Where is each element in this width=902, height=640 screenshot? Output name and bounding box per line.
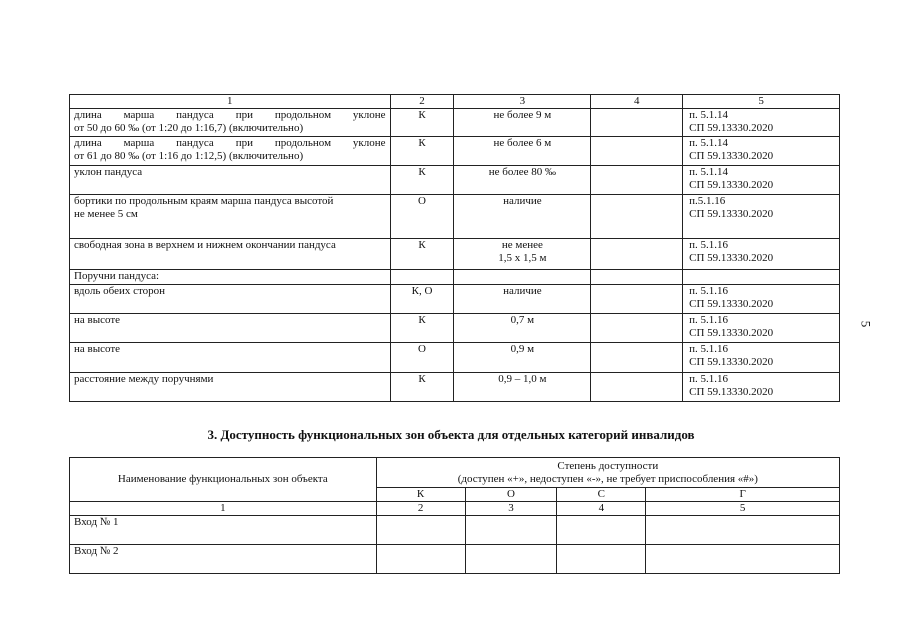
regulation-reference [683, 314, 840, 343]
requirement-value-line: 0,9 м [510, 343, 535, 355]
actual-value [591, 373, 683, 402]
actual-value [591, 109, 683, 137]
column-number-row [70, 502, 840, 516]
requirement-value-line: наличие [503, 195, 542, 207]
table-row [70, 195, 840, 239]
table-row [70, 270, 840, 285]
actual-value [591, 285, 683, 314]
requirement-name [70, 195, 391, 239]
disability-category: К [390, 166, 454, 195]
column-number: 4 [557, 502, 646, 516]
regulation-reference [683, 137, 840, 166]
column-number: 1 [70, 95, 391, 109]
requirement-name-line: от 50 до 60 ‰ (от 1:20 до 1:16,7) (включительно) [74, 122, 304, 134]
regulation-reference [683, 109, 840, 137]
column-number: 3 [465, 502, 557, 516]
table-row [70, 343, 840, 373]
requirement-name-line: Поручни пандуса: [74, 270, 160, 282]
requirement-name [70, 109, 391, 137]
requirement-value [454, 137, 591, 166]
requirement-name-line: вдоль обеих сторон [74, 285, 166, 297]
table-row [70, 109, 840, 137]
reference-code: СП 59.13330.2020 [689, 356, 774, 368]
requirement-value [454, 270, 591, 285]
requirement-value-line: 0,9 – 1,0 м [498, 373, 547, 385]
requirement-name [70, 166, 391, 195]
reference-code: СП 59.13330.2020 [689, 122, 774, 134]
requirement-value [454, 343, 591, 373]
requirement-name [70, 285, 391, 314]
disability-category: К [390, 314, 454, 343]
category-s: С [557, 488, 646, 502]
reference-code: СП 59.13330.2020 [689, 386, 774, 398]
disability-category: О [390, 195, 454, 239]
requirement-value-line: не более 9 м [493, 109, 552, 121]
reference-clause: п. 5.1.14 [689, 109, 729, 121]
requirement-name-line: расстояние между поручнями [74, 373, 214, 385]
value-g [646, 545, 840, 574]
column-number: 4 [591, 95, 683, 109]
requirement-value [454, 109, 591, 137]
degree-header-line: Степень доступности [557, 459, 659, 472]
requirement-name [70, 343, 391, 373]
reference-clause: п. 5.1.16 [689, 343, 729, 355]
disability-category: К [390, 239, 454, 270]
value-g [646, 516, 840, 545]
requirement-value-line: наличие [503, 285, 542, 297]
actual-value [591, 137, 683, 166]
reference-clause: п. 5.1.16 [689, 373, 729, 385]
reference-code: СП 59.13330.2020 [689, 150, 774, 162]
page-number: 5 [858, 320, 874, 328]
reference-code: СП 59.13330.2020 [689, 327, 774, 339]
requirement-name [70, 239, 391, 270]
category-g: Г [646, 488, 840, 502]
disability-category: К [390, 109, 454, 137]
table-row [70, 239, 840, 270]
requirement-value [454, 166, 591, 195]
column-number: 2 [376, 502, 465, 516]
table-row [70, 516, 840, 545]
actual-value [591, 166, 683, 195]
reference-code: СП 59.13330.2020 [689, 208, 774, 220]
column-number: 3 [454, 95, 591, 109]
column-number: 2 [390, 95, 454, 109]
regulation-reference [683, 373, 840, 402]
disability-category: К [390, 137, 454, 166]
disability-category: О [390, 343, 454, 373]
requirement-name-line: от 61 до 80 ‰ (от 1:16 до 1:12,5) (включительно) [74, 150, 304, 162]
reference-code: СП 59.13330.2020 [689, 179, 774, 191]
requirement-name [70, 270, 391, 285]
regulation-reference [683, 285, 840, 314]
accessibility-degree-header [376, 458, 839, 488]
requirement-value [454, 285, 591, 314]
value-s [557, 516, 646, 545]
requirement-name-line: не менее 5 см [74, 208, 138, 220]
value-k [376, 545, 465, 574]
requirement-value-line: не более 6 м [493, 137, 552, 149]
column-number: 5 [683, 95, 840, 109]
actual-value [591, 343, 683, 373]
column-number: 5 [646, 502, 840, 516]
ramp-requirements-table [69, 94, 840, 402]
table-row [70, 166, 840, 195]
accessibility-zones-table [69, 457, 840, 574]
regulation-reference [683, 343, 840, 373]
requirement-name [70, 373, 391, 402]
requirement-value [454, 195, 591, 239]
regulation-reference [683, 195, 840, 239]
requirement-name [70, 314, 391, 343]
requirement-value-line: 0,7 м [510, 314, 535, 326]
section-title: 3. Доступность функциональных зон объекта для отдельных категорий инвалидов [207, 427, 695, 442]
category-o: О [465, 488, 557, 502]
reference-clause: п. 5.1.16 [689, 314, 729, 326]
reference-code: СП 59.13330.2020 [689, 298, 774, 310]
degree-header-legend: (доступен «+», недоступен «-», не требует приспособления «#») [457, 472, 758, 485]
actual-value [591, 195, 683, 239]
column-number: 1 [70, 502, 377, 516]
disability-category [390, 270, 454, 285]
value-k [376, 516, 465, 545]
reference-clause: п. 5.1.16 [689, 239, 729, 251]
actual-value [591, 239, 683, 270]
regulation-reference [683, 166, 840, 195]
table-row [70, 285, 840, 314]
value-o [465, 516, 557, 545]
zone-name-header: Наименование функциональных зон объекта [70, 458, 377, 502]
reference-clause: п. 5.1.14 [689, 137, 729, 149]
table-header-row [70, 95, 840, 109]
reference-clause: п. 5.1.16 [689, 285, 729, 297]
requirement-value-line: не более 80 ‰ [488, 166, 556, 178]
disability-category: К [390, 373, 454, 402]
zone-name: Вход № 1 [70, 516, 377, 545]
regulation-reference [683, 270, 840, 285]
zone-name: Вход № 2 [70, 545, 377, 574]
reference-clause: п. 5.1.14 [689, 166, 729, 178]
value-o [465, 545, 557, 574]
requirement-name-line: бортики по продольным краям марша пандуса высотой [74, 195, 334, 207]
requirement-name-line: свободная зона в верхнем и нижнем окончании пандуса [74, 239, 336, 251]
disability-category: К, О [390, 285, 454, 314]
actual-value [591, 314, 683, 343]
table-row [70, 314, 840, 343]
requirement-value [454, 239, 591, 270]
requirement-name-line: уклон пандуса [74, 166, 143, 178]
requirement-name-line: длина марша пандуса при продольном уклоне [74, 137, 386, 149]
reference-clause: п.5.1.16 [689, 195, 726, 207]
table-row [70, 137, 840, 166]
requirement-name-line: на высоте [74, 343, 121, 355]
reference-code: СП 59.13330.2020 [689, 252, 774, 264]
value-s [557, 545, 646, 574]
requirement-value [454, 373, 591, 402]
table-row [70, 373, 840, 402]
requirement-value-line: не менее [501, 239, 543, 251]
requirement-value [454, 314, 591, 343]
requirement-name-line: на высоте [74, 314, 121, 326]
requirement-value-line: 1,5 х 1,5 м [498, 252, 547, 264]
regulation-reference [683, 239, 840, 270]
requirement-name-line: длина марша пандуса при продольном уклоне [74, 109, 386, 121]
category-k: К [376, 488, 465, 502]
table-row [70, 545, 840, 574]
table-header-row [70, 458, 840, 488]
actual-value [591, 270, 683, 285]
requirement-name [70, 137, 391, 166]
